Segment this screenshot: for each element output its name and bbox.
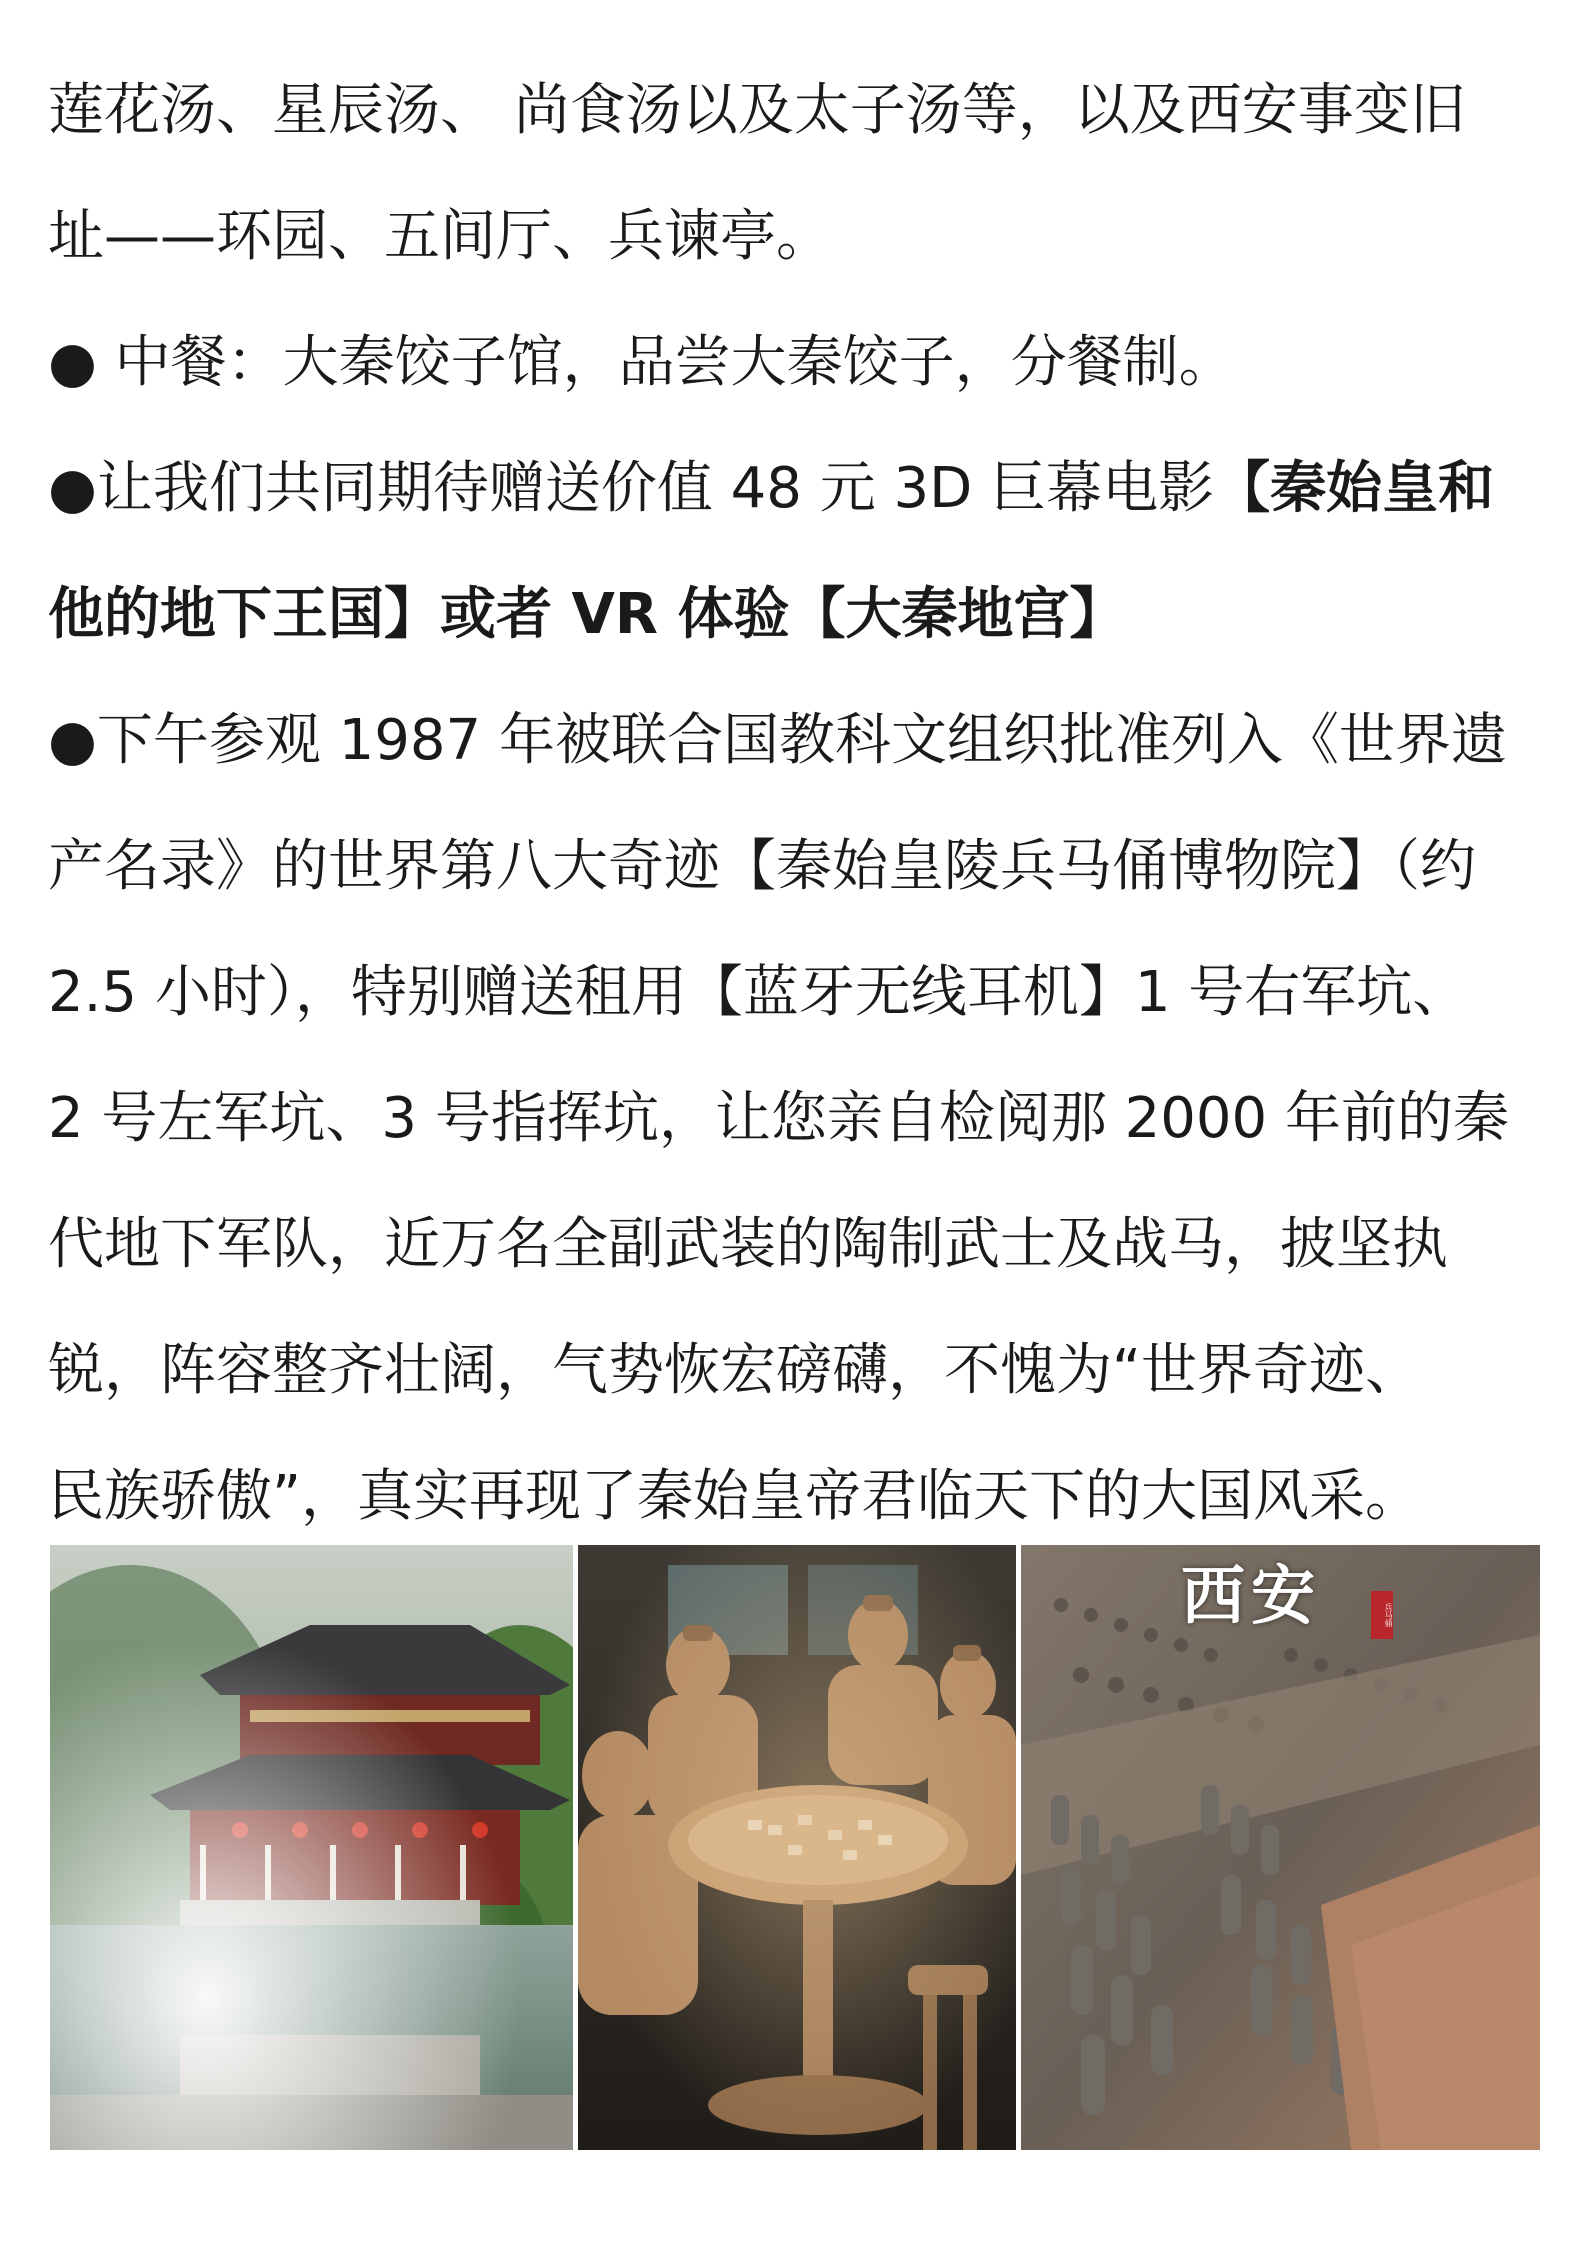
photo-strip (50, 1545, 1540, 2150)
text-line-2: 址——环园、五间厅、兵谏亭。 (48, 204, 832, 269)
text-line-1: 莲花汤、星辰汤、 尚食汤以及太子汤等，以及西安事变旧 (48, 78, 1466, 143)
movie-gift-line (48, 426, 1548, 552)
afternoon-bullet: ●下午参观 1987 年被联合国教科文组织批准列入《世界遗 (48, 708, 1507, 773)
photo-title-xian: 西安 (1181, 1559, 1321, 1634)
itinerary-text (48, 48, 1548, 1560)
red-seal-stamp: 兵马俑 (1371, 1591, 1393, 1639)
photo-terracotta-mahjong (578, 1545, 1016, 2150)
photo-huaqing-palace (50, 1545, 573, 2150)
text-line-10: 代地下军队，近万名全副武装的陶制武士及战马，披坚执 (48, 1212, 1448, 1277)
text-line-12: 民族骄傲”，真实再现了秦始皇帝君临天下的大国风采。 (48, 1464, 1422, 1529)
movie-title-bold: 【秦始皇和 (1214, 456, 1495, 521)
movie-title-bold-cont: 他的地下王国】或者 VR 体验【大秦地宫】 (48, 582, 1126, 647)
text-line-8: 2.5 小时），特别赠送租用【蓝牙无线耳机】1 号右军坑、 (48, 960, 1469, 1025)
photo-terracotta-pit (1021, 1545, 1540, 2150)
text-line-11: 锐，阵容整齐壮阔，气势恢宏磅礴，不愧为“世界奇迹、 (48, 1338, 1422, 1403)
text-line-9: 2 号左军坑、3 号指挥坑，让您亲自检阅那 2000 年前的秦 (48, 1086, 1509, 1151)
lunch-bullet: ● 中餐：大秦饺子馆，品尝大秦饺子，分餐制。 (48, 330, 1235, 395)
movie-gift-text: ●让我们共同期待赠送价值 48 元 3D 巨幕电影 (48, 456, 1215, 521)
text-line-7: 产名录》的世界第八大奇迹【秦始皇陵兵马俑博物院】（约 (48, 834, 1476, 899)
